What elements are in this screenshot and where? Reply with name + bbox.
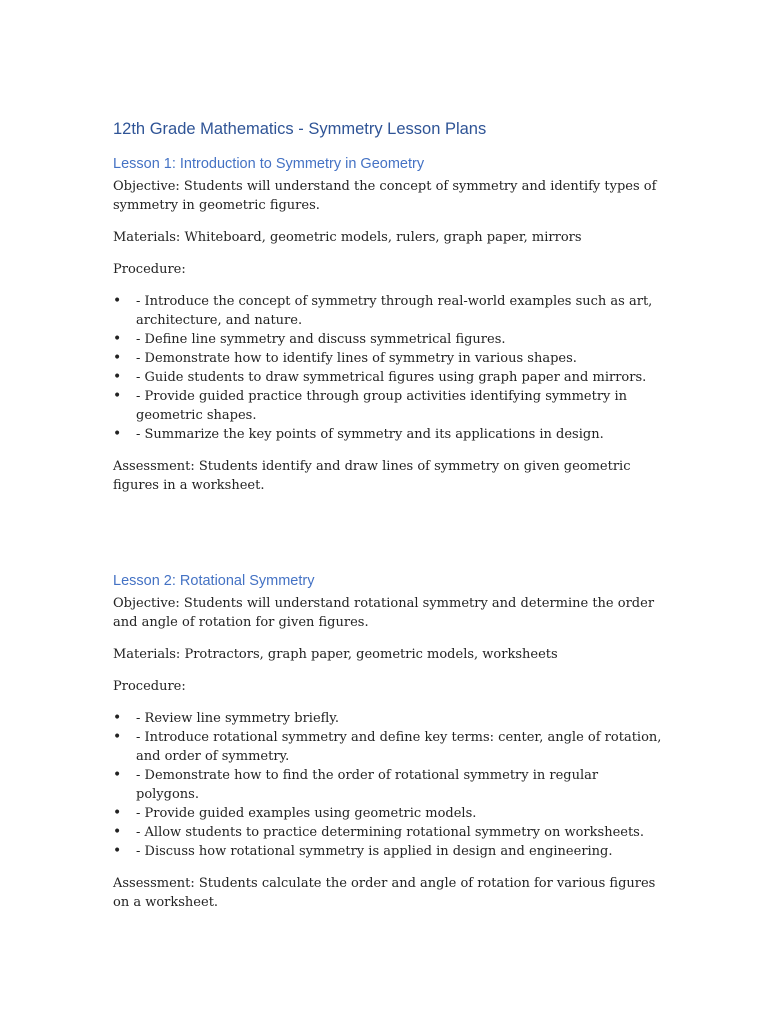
list-item [113, 292, 663, 330]
lesson-1-materials: Materials: Whiteboard, geometric models, rulers, graph paper, mirrors [113, 230, 582, 245]
lesson-1-heading: Lesson 1: Introduction to Symmetry in Geometry [113, 156, 425, 172]
list-item-text: - Demonstrate how to find the order of rotational symmetry in regular polygons. [136, 768, 599, 802]
list-item-text: - Introduce rotational symmetry and define key terms: center, angle of rotation, and order of symmetry. [136, 730, 662, 764]
bullet-icon: • [113, 293, 122, 309]
lesson-1-procedure-list [113, 292, 663, 444]
bullet-icon: • [113, 767, 122, 783]
lesson-2-assessment: Assessment: Students calculate the order and angle of rotation for various figures on a worksheet. [113, 876, 656, 910]
bullet-icon: • [113, 426, 122, 442]
lesson-2-objective: Objective: Students will understand rotational symmetry and determine the order and angle of rotation for given figures. [113, 596, 655, 630]
list-item [113, 823, 663, 842]
lesson-1-section [113, 154, 663, 495]
lesson-1-assessment: Assessment: Students identify and draw lines of symmetry on given geometric figures in a worksheet. [113, 459, 631, 493]
bullet-icon: • [113, 388, 122, 404]
list-item [113, 387, 663, 425]
bullet-icon: • [113, 369, 122, 385]
lesson-2-procedure-list [113, 709, 663, 861]
document-page [113, 118, 663, 925]
list-item-text: - Discuss how rotational symmetry is applied in design and engineering. [136, 844, 613, 859]
lesson-1-procedure-label: Procedure: [113, 262, 186, 277]
list-item-text: - Introduce the concept of symmetry through real-world examples such as art, architecture, and nature. [136, 294, 653, 328]
lesson-2-heading: Lesson 2: Rotational Symmetry [113, 573, 315, 589]
list-item [113, 804, 663, 823]
list-item-text: - Define line symmetry and discuss symmetrical figures. [136, 332, 506, 347]
bullet-icon: • [113, 729, 122, 745]
list-item-text: - Review line symmetry briefly. [136, 711, 340, 726]
list-item-text: - Provide guided practice through group activities identifying symmetry in geometric shapes. [136, 389, 628, 423]
lesson-2-procedure-label: Procedure: [113, 679, 186, 694]
bullet-icon: • [113, 331, 122, 347]
list-item [113, 842, 663, 861]
list-item [113, 330, 663, 349]
list-item-text: - Demonstrate how to identify lines of symmetry in various shapes. [136, 351, 577, 366]
section-spacer [113, 508, 663, 571]
list-item [113, 728, 663, 766]
list-item-text: - Guide students to draw symmetrical figures using graph paper and mirrors. [136, 370, 647, 385]
list-item [113, 766, 663, 804]
bullet-icon: • [113, 824, 122, 840]
list-item-text: - Allow students to practice determining rotational symmetry on worksheets. [136, 825, 644, 840]
bullet-icon: • [113, 710, 122, 726]
list-item [113, 349, 663, 368]
list-item-text: - Provide guided examples using geometric models. [136, 806, 477, 821]
list-item [113, 709, 663, 728]
list-item-text: - Summarize the key points of symmetry and its applications in design. [136, 427, 604, 442]
list-item [113, 425, 663, 444]
list-item [113, 368, 663, 387]
lesson-1-objective: Objective: Students will understand the concept of symmetry and identify types of symmetry in geometric figures. [113, 179, 657, 213]
bullet-icon: • [113, 805, 122, 821]
bullet-icon: • [113, 843, 122, 859]
bullet-icon: • [113, 350, 122, 366]
lesson-2-materials: Materials: Protractors, graph paper, geometric models, worksheets [113, 647, 558, 662]
document-title: 12th Grade Mathematics - Symmetry Lesson Plans [113, 120, 487, 138]
lesson-2-section [113, 571, 663, 912]
